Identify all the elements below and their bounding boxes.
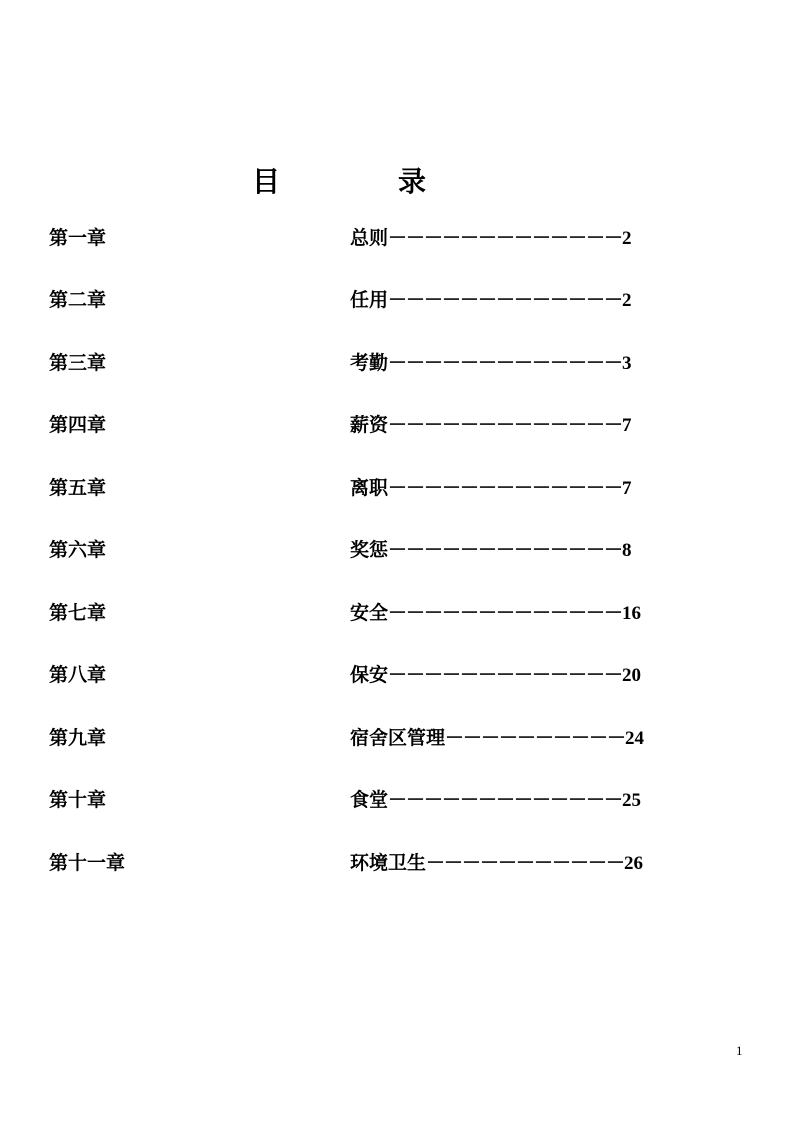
toc-entry-text — [350, 534, 632, 567]
toc-entry-text — [350, 847, 643, 880]
toc-entry-4[interactable] — [0, 409, 794, 441]
toc-title-char-2: 录 — [398, 165, 427, 198]
toc-chapter-label: 第一章 — [49, 227, 107, 249]
toc-leader: －－－－－－－－－－－－－ — [388, 227, 623, 249]
toc-entry-text — [350, 347, 632, 380]
toc-entry-title: 保安 — [350, 664, 389, 686]
toc-page-number: 2 — [622, 290, 632, 311]
toc-entry-title: 离职 — [350, 477, 389, 499]
toc-chapter-label: 第三章 — [49, 352, 107, 374]
toc-entry-text — [350, 284, 632, 317]
toc-leader: －－－－－－－－－－－－－ — [388, 352, 623, 374]
toc-entry-2[interactable] — [0, 284, 794, 316]
toc-entry-7[interactable] — [0, 597, 794, 629]
toc-entry-title: 薪资 — [350, 414, 389, 436]
toc-chapter-label: 第二章 — [49, 289, 107, 311]
toc-entry-8[interactable] — [0, 659, 794, 691]
toc-entry-title: 环境卫生 — [350, 852, 427, 874]
toc-chapter-label: 第四章 — [49, 414, 107, 436]
toc-entry-10[interactable] — [0, 784, 794, 816]
toc-entry-9[interactable] — [0, 722, 794, 754]
toc-entry-1[interactable] — [0, 222, 794, 254]
toc-leader: －－－－－－－－－－－－－ — [388, 477, 623, 499]
toc-chapter-label: 第九章 — [49, 727, 107, 749]
toc-chapter-label: 第六章 — [49, 539, 107, 561]
toc-entry-text — [350, 722, 644, 755]
toc-page-number: 7 — [622, 415, 632, 436]
toc-entry-title: 宿舍区管理 — [350, 727, 446, 749]
toc-page-number: 8 — [622, 540, 632, 561]
toc-entry-title: 考勤 — [350, 352, 389, 374]
toc-page-number: 2 — [622, 228, 632, 249]
toc-entry-title: 食堂 — [350, 789, 389, 811]
toc-leader: －－－－－－－－－－－－－ — [388, 289, 623, 311]
toc-chapter-label: 第七章 — [49, 602, 107, 624]
toc-page-number: 26 — [624, 853, 644, 874]
toc-page-number: 7 — [622, 478, 632, 499]
toc-leader: －－－－－－－－－－－－－ — [388, 414, 623, 436]
toc-leader: －－－－－－－－－－－－－ — [388, 602, 623, 624]
toc-entry-text — [350, 472, 632, 505]
toc-leader: －－－－－－－－－－－ — [426, 852, 625, 874]
toc-leader: －－－－－－－－－－－－－ — [388, 539, 623, 561]
toc-page-number: 24 — [625, 728, 645, 749]
toc-chapter-label: 第十章 — [49, 789, 107, 811]
toc-entry-3[interactable] — [0, 347, 794, 379]
toc-entry-11[interactable] — [0, 847, 794, 879]
toc-entry-title: 安全 — [350, 602, 389, 624]
toc-leader: －－－－－－－－－－－－－ — [388, 789, 623, 811]
toc-leader: －－－－－－－－－－－－－ — [388, 664, 623, 686]
toc-entry-5[interactable] — [0, 472, 794, 504]
toc-title — [0, 160, 794, 196]
toc-page-number: 20 — [622, 665, 642, 686]
toc-entry-text — [350, 409, 632, 442]
toc-entry-6[interactable] — [0, 534, 794, 566]
toc-title-char-1: 目 — [252, 165, 281, 198]
toc-leader: －－－－－－－－－－ — [445, 727, 626, 749]
toc-chapter-label: 第十一章 — [49, 852, 126, 874]
toc-entry-text — [350, 222, 632, 255]
toc-page-number: 25 — [622, 790, 642, 811]
toc-entry-title: 总则 — [350, 227, 389, 249]
toc-entry-text — [350, 659, 641, 692]
toc-page-number: 3 — [622, 353, 632, 374]
toc-entry-text — [350, 784, 641, 817]
toc-page-number: 16 — [622, 603, 642, 624]
toc-chapter-label: 第五章 — [49, 477, 107, 499]
toc-chapter-label: 第八章 — [49, 664, 107, 686]
toc-entry-title: 奖惩 — [350, 539, 389, 561]
toc-entry-text — [350, 597, 641, 630]
toc-entry-title: 任用 — [350, 289, 389, 311]
page-number: 1 — [736, 1043, 743, 1058]
